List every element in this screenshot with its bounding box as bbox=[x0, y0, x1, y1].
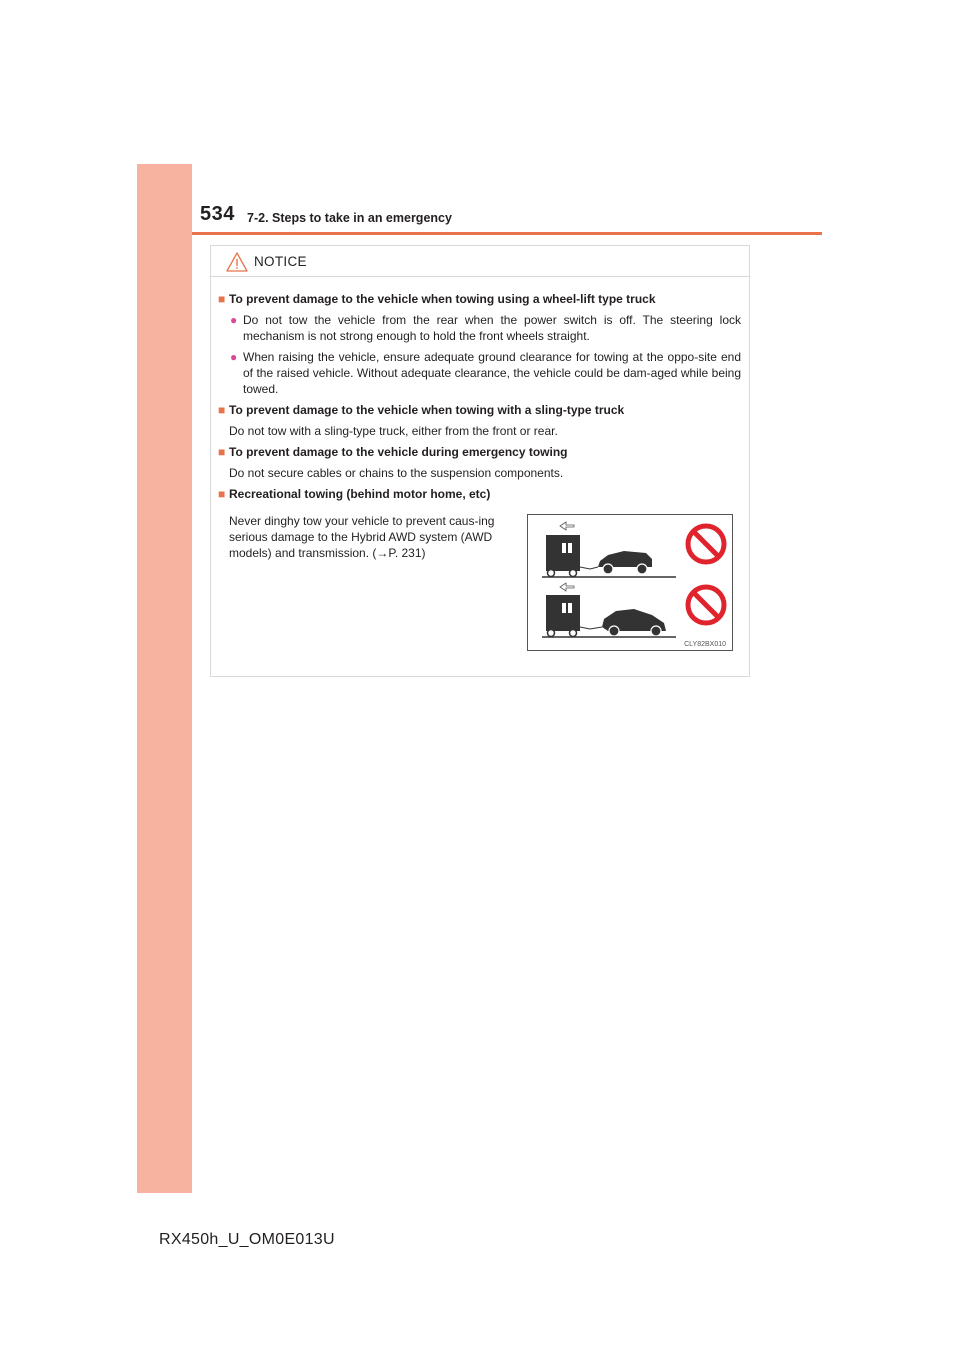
section-heading-wheel-lift bbox=[218, 291, 741, 307]
heading-text: Recreational towing (behind motor home, etc) bbox=[229, 487, 491, 501]
dinghy-tow-scene-2 bbox=[542, 583, 724, 637]
section-text: Do not secure cables or chains to the suspension components. bbox=[229, 466, 564, 480]
page-number: 534 bbox=[200, 203, 235, 225]
towing-diagram-svg bbox=[528, 515, 732, 650]
section-text: Never dinghy tow your vehicle to prevent caus-ing serious damage to the Hybrid AWD system (AWD models) and transmission. (→P. 231) bbox=[229, 514, 495, 560]
heading-text: To prevent damage to the vehicle when towing with a sling-type truck bbox=[229, 403, 625, 417]
direction-arrow-icon bbox=[560, 583, 574, 591]
notice-box bbox=[210, 245, 750, 677]
document-code: RX450h_U_OM0E013U bbox=[159, 1231, 335, 1248]
notice-title: NOTICE bbox=[254, 254, 307, 269]
square-bullet-icon: ■ bbox=[218, 487, 226, 501]
bullet-item bbox=[218, 349, 741, 397]
bullet-text: When raising the vehicle, ensure adequate ground clearance for towing at the oppo-site end of the raised vehicle. Without adequate clearance, the vehicle could be dam-aged while being towed. bbox=[243, 350, 741, 396]
section-title: 7-2. Steps to take in an emergency bbox=[247, 211, 452, 225]
chapter-side-tab bbox=[137, 164, 192, 1193]
section-heading-recreational-towing bbox=[218, 486, 741, 502]
notice-header bbox=[211, 246, 749, 277]
towing-illustration bbox=[527, 514, 733, 651]
prohibition-icon bbox=[688, 587, 724, 623]
square-bullet-icon: ■ bbox=[218, 445, 226, 459]
header-rule bbox=[192, 232, 822, 235]
section-text: Do not tow with a sling-type truck, either from the front or rear. bbox=[229, 424, 558, 438]
direction-arrow-icon bbox=[560, 522, 574, 530]
dinghy-tow-scene-1 bbox=[542, 522, 724, 577]
heading-text: To prevent damage to the vehicle when towing using a wheel-lift type truck bbox=[229, 292, 656, 306]
warning-icon bbox=[226, 252, 248, 272]
section-heading-sling-type bbox=[218, 402, 741, 418]
prohibition-icon bbox=[688, 526, 724, 562]
dot-bullet-icon: ● bbox=[230, 313, 238, 327]
bullet-item bbox=[218, 312, 741, 344]
dot-bullet-icon: ● bbox=[230, 350, 238, 364]
section-heading-emergency-towing bbox=[218, 444, 741, 460]
bullet-text: Do not tow the vehicle from the rear when the power switch is off. The steering lock mechanism is not strong enough to hold the front wheels straight. bbox=[243, 313, 741, 343]
square-bullet-icon: ■ bbox=[218, 292, 226, 306]
heading-text: To prevent damage to the vehicle during emergency towing bbox=[229, 445, 568, 459]
square-bullet-icon: ■ bbox=[218, 403, 226, 417]
figure-code: CLY82BX010 bbox=[684, 641, 726, 648]
